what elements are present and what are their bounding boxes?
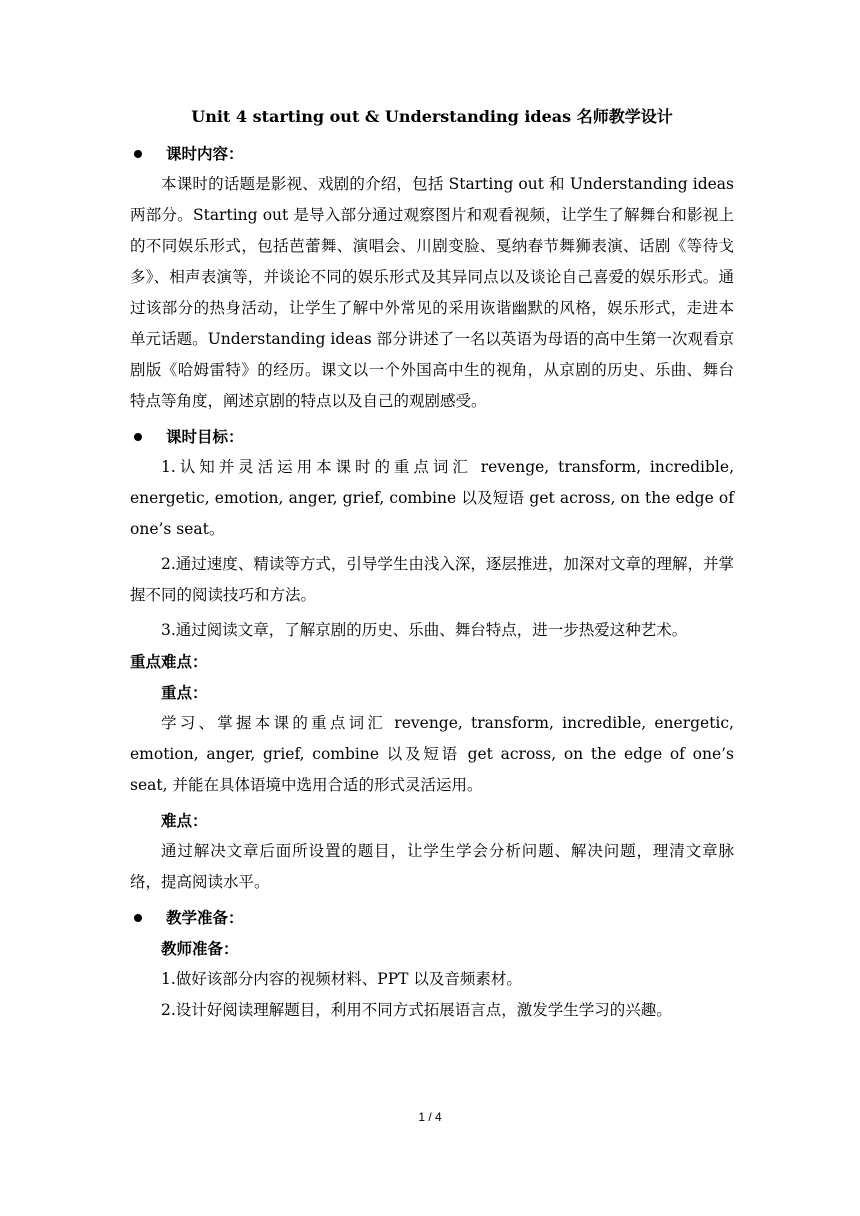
prep-item: 2.设计好阅读理解题目，利用不同方式拓展语言点，激发学生学习的兴趣。 [161, 1001, 672, 1019]
key-points-label: 重点： [161, 683, 208, 702]
content-paragraph: 本课时的话题是影视、戏剧的介绍，包括 Starting out 和 Understanding ideas 两部分。Starting out 是导入部分通过观察图片和观看视频，让学生了解舞台和影视上的不同娱乐形式，包括芭蕾舞、演唱会、川剧变脸、戛纳春节舞狮表演、话剧《等待戈多》、相声表演等，并谈论不同的娱乐形式及其异同点以及谈论自己喜爱的娱乐形式。通过该部分的热身活动，让学生了解中外常见的采用诙谐幽默的风格，娱乐形式，走进本单元话题。Understanding ideas 部分讲述了一名以英语为母语的高中生第一次观看京剧版《哈姆雷特》的经历。课文以一个外国高中生的视角，从京剧的历史、乐曲、舞台特点等角度，阐述京剧的特点以及自己的观剧感受。 [130, 175, 734, 410]
section-heading-key-difficult: 重点难点： [130, 652, 208, 671]
section-heading-preparation [130, 902, 734, 933]
bullet-icon [134, 433, 142, 441]
bullet-icon [134, 914, 142, 922]
page-number: 1 / 4 [418, 1110, 442, 1124]
objective-item: 1.认知并灵活运用本课时的重点词汇 revenge, transform, incredible, energetic, emotion, anger, grief, combine 以及短语 get across, on the edge of one’s seat。 [130, 458, 734, 538]
key-points-text: 学习、掌握本课的重点词汇 revenge, transform, incredible, energetic, emotion, anger, grief, combine 以及短语 get across, on the edge of one’s seat, 并能在具体语境中选用合适的形式灵活运用。 [130, 714, 734, 794]
objective-item: 3.通过阅读文章，了解京剧的历史、乐曲、舞台特点，进一步热爱这种艺术。 [161, 621, 688, 639]
objective-item: 2.通过速度、精读等方式，引导学生由浅入深，逐层推进，加深对文章的理解，并掌握不同的阅读技巧和方法。 [130, 555, 734, 604]
document-body [130, 106, 734, 1026]
teacher-prep-label: 教师准备： [161, 939, 239, 958]
difficult-points-text: 通过解决文章后面所设置的题目，让学生学会分析问题、解决问题，理清文章脉络，提高阅读水平。 [130, 842, 734, 891]
section-heading-text: 教学准备： [166, 908, 244, 927]
bullet-icon [134, 150, 142, 158]
prep-item: 1.做好该部分内容的视频材料、PPT 以及音频素材。 [161, 970, 522, 988]
document-title: Unit 4 starting out & Understanding ideas 名师教学设计 [191, 107, 673, 126]
section-heading-content [130, 138, 734, 169]
section-heading-text: 课时目标： [166, 427, 244, 446]
section-heading-text: 课时内容： [166, 144, 244, 163]
section-heading-objectives [130, 421, 734, 452]
difficult-points-label: 难点： [161, 811, 208, 830]
